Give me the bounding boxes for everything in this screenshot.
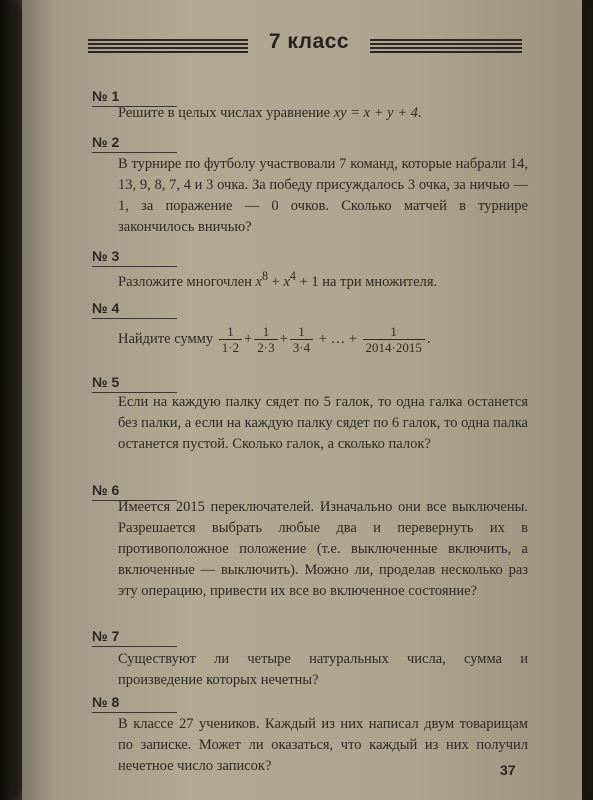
problem-number-1: № 1: [92, 88, 177, 107]
fraction-2-numerator: 1: [254, 324, 277, 340]
problem-text-1: [118, 103, 528, 124]
plus-sign-1: +: [244, 330, 253, 347]
problem-1-equation: xy = x + y + 4: [333, 105, 418, 121]
chapter-title: 7 класс: [268, 30, 350, 53]
fraction-3: [290, 324, 313, 355]
problem-1-end: .: [417, 105, 422, 121]
fraction-3-numerator: 1: [290, 324, 313, 340]
problem-number-6: № 6: [92, 482, 177, 501]
fraction-last-numerator: 1: [363, 324, 425, 340]
page-number: 37: [500, 762, 516, 778]
header-stripes-left: [88, 39, 248, 53]
problem-3-rest: + 1 на три множителя.: [295, 273, 438, 290]
fraction-3-denominator: 3·4: [292, 340, 311, 355]
fraction-last-denominator: 2014·2015: [365, 340, 422, 355]
problem-number-8: № 8: [92, 694, 177, 713]
problem-number-5: № 5: [92, 374, 177, 393]
problem-number-4: № 4: [92, 300, 177, 319]
problem-number-3: № 3: [92, 248, 177, 267]
problem-4-end: .: [426, 330, 431, 347]
problem-text-4: [118, 324, 538, 355]
fraction-1-numerator: 1: [219, 324, 242, 340]
problem-3-var-b: x: [283, 273, 290, 290]
fraction-2-denominator: 2·3: [257, 340, 275, 355]
problem-3-var-a: x: [255, 273, 262, 290]
fraction-2: [254, 324, 277, 355]
problem-number-2: № 2: [92, 134, 177, 153]
problem-number-7: № 7: [92, 628, 177, 647]
problem-text-3: [118, 266, 528, 293]
problem-3-exp-a: 8: [261, 269, 269, 283]
problem-3-plus: +: [268, 273, 284, 290]
problem-text-8: В классе 27 учеников. Каждый из них написал двум товарищам по записке. Может ли оказаться, что каждый из них получил нечетное число записок?: [118, 716, 528, 774]
problem-text-2: В турнире по футболу участвовали 7 команд, которые набрали 14, 13, 9, 8, 7, 4 и 3 очка. За победу присуждалось 3 очка, за ничью — 1, за поражение — 0 очков. Сколько матчей в турнире закончилось вничью?: [118, 156, 528, 235]
problem-text-6: Имеется 2015 переключателей. Изначально они все выключены. Разрешается выбрать любые два и перевернуть их в противоположное положение (т.е. выключенные включить, а включенные — выключить). Можно ли, проделав несколько раз эту операцию, привести их все во включенное состояние?: [118, 499, 528, 599]
fraction-1: [219, 324, 242, 355]
problem-text-5: Если на каждую палку сядет по 5 галок, то одна галка останется без палки, а если на каждую палку сядет по 6 галок, то одна палка останется пустой. Сколько галок, а сколько палок?: [118, 394, 528, 452]
header-stripes-right: [370, 39, 522, 53]
problem-4-text: Найдите сумму: [118, 330, 214, 347]
plus-sign-2: +: [279, 330, 288, 347]
problem-1-text: Решите в целых числах уравнение: [118, 105, 331, 121]
ellipsis-sum: + … +: [318, 330, 357, 347]
problem-3-text: Разложите многочлен: [118, 273, 252, 290]
problem-text-7: Существуют ли четыре натуральных числа, сумма и произведение которых нечетны?: [118, 651, 528, 688]
book-spine-shadow: [0, 0, 22, 800]
fraction-1-denominator: 1·2: [221, 340, 240, 355]
problem-3-exp-b: 4: [289, 269, 296, 283]
chapter-header: [88, 30, 522, 60]
fraction-last: [363, 324, 425, 355]
